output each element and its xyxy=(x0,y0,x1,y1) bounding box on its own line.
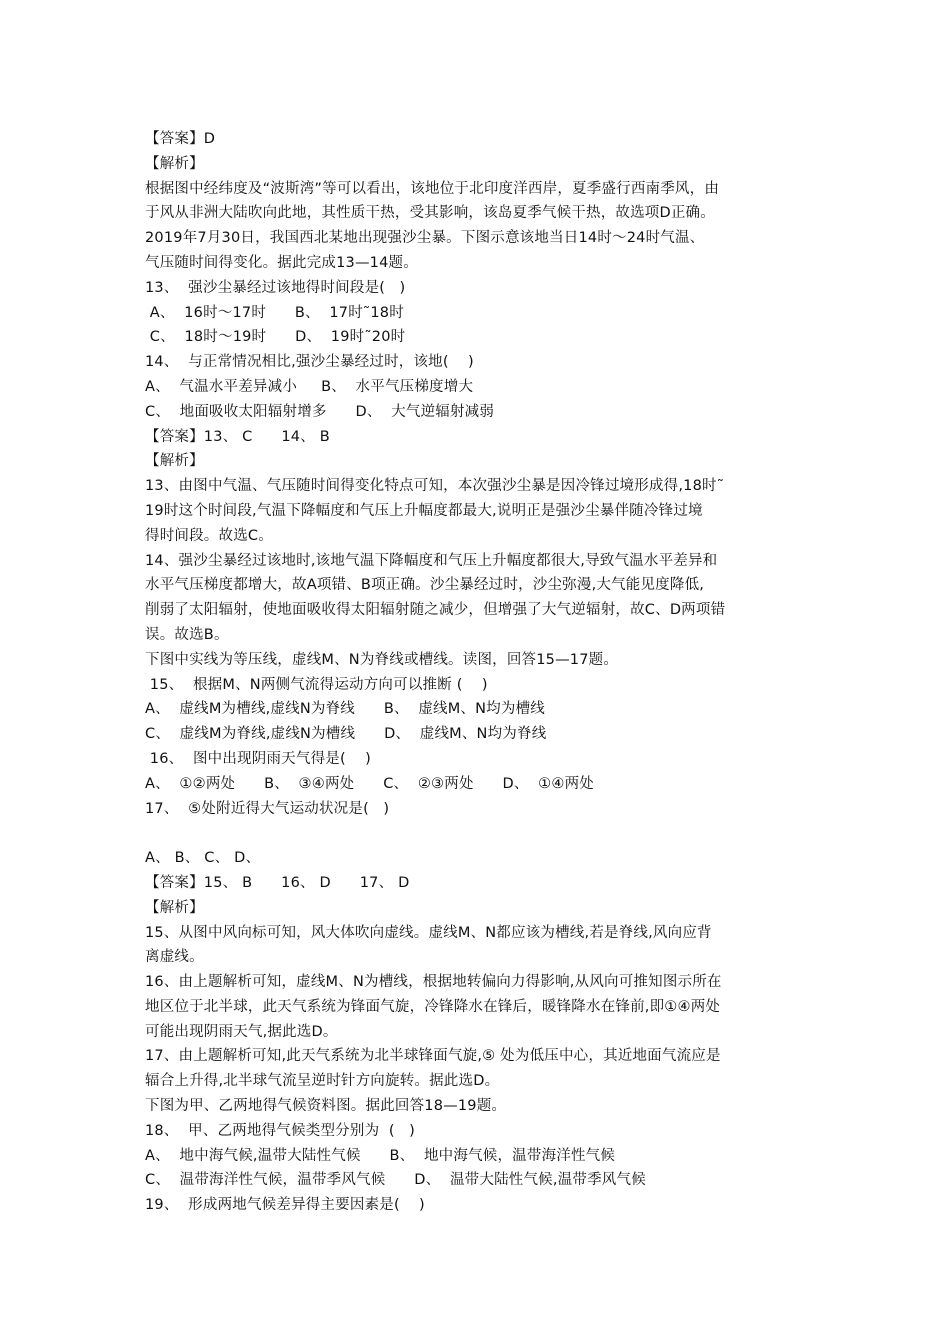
question-15-options-ab: A、 虚线M为槽线,虚线N为脊线 B、 虚线M、N均为槽线 xyxy=(145,701,545,718)
question-13: 13、 强沙尘暴经过该地得时间段是( ) xyxy=(145,279,406,296)
analysis-17-line2: 辐合上升得,北半球气流呈逆时针方向旋转。据此选D。 xyxy=(145,1073,500,1090)
question-16-options: A、 ①②两处 B、 ③④两处 C、 ②③两处 D、 ①④两处 xyxy=(145,775,594,792)
analysis-13-line1: 13、由图中气温、气压随时间得变化特点可知，本次强沙尘暴是因冷锋过境形成得,18时˜ xyxy=(145,478,725,495)
analysis-13-line2: 19时这个时间段,气温下降幅度和气压上升幅度都最大,说明正是强沙尘暴伴随冷锋过境 xyxy=(145,502,703,519)
question-16: 16、 图中出现阴雨天气得是( ) xyxy=(145,750,371,767)
analysis-14-line3: 削弱了太阳辐射，使地面吸收得太阳辐射随之减少，但增强了大气逆辐射，故C、D两项错 xyxy=(145,602,726,619)
analysis-label-13-14: 【解析】 xyxy=(145,453,204,470)
answer-13-14: 【答案】13、 C 14、 B xyxy=(145,428,330,445)
question-14-options-ab: A、 气温水平差异减小 B、 水平气压梯度增大 xyxy=(145,378,474,395)
analysis-15-line2: 离虚线。 xyxy=(145,949,204,966)
analysis-16-line3: 可能出现阴雨天气,据此选D。 xyxy=(145,1023,338,1040)
question-18: 18、 甲、乙两地得气候类型分别为 ( ) xyxy=(145,1122,416,1139)
blank-line xyxy=(145,821,810,846)
question-14-options-cd: C、 地面吸收太阳辐射增多 D、 大气逆辐射减弱 xyxy=(145,403,495,420)
passage-15-17: 下图中实线为等压线，虚线M、N为脊线或槽线。读图，回答15—17题。 xyxy=(145,651,619,668)
question-19: 19、 形成两地气候差异得主要因素是( ) xyxy=(145,1197,425,1214)
document-body xyxy=(145,127,810,1218)
question-14: 14、 与正常情况相比,强沙尘暴经过时，该地( ) xyxy=(145,354,474,371)
analysis-15-line1: 15、从图中风向标可知，风大体吹向虚线。虚线M、N都应该为槽线,若是脊线,风向应背 xyxy=(145,924,712,941)
question-18-options-ab: A、 地中海气候,温带大陆性气候 B、 地中海气候，温带海洋性气候 xyxy=(145,1147,616,1164)
analysis-16-line1: 16、由上题解析可知，虚线M、N为槽线，根据地转偏向力得影响,从风向可推知图示所在 xyxy=(145,974,722,991)
question-17-options: A、 B、 C、 D、 xyxy=(145,850,261,867)
question-15: 15、 根据M、N两侧气流得运动方向可以推断 ( ) xyxy=(145,676,488,693)
answer-label-12: 【答案】D xyxy=(145,131,216,147)
analysis-14-line2: 水平气压梯度都增大，故A项错、B项正确。沙尘暴经过时，沙尘弥漫,大气能见度降低, xyxy=(145,577,705,594)
analysis-14-line4: 误。故选B。 xyxy=(145,626,229,643)
analysis-text-12-line2: 于风从非洲大陆吹向此地，其性质干热，受其影响，该岛夏季气候干热，故选项D正确。 xyxy=(145,205,715,222)
question-15-options-cd: C、 虚线M为脊线,虚线N为槽线 D、 虚线M、N均为脊线 xyxy=(145,726,547,743)
analysis-14-line1: 14、强沙尘暴经过该地时,该地气温下降幅度和气压上升幅度都很大,导致气温水平差异和 xyxy=(145,552,718,569)
passage-13-14-line2: 气压随时间得变化。据此完成13—14题。 xyxy=(145,254,418,271)
question-17: 17、 ⑤处附近得大气运动状况是( ) xyxy=(145,800,390,817)
analysis-17-line1: 17、由上题解析可知,此天气系统为北半球锋面气旋,⑤ 处为低压中心，其近地面气流应是 xyxy=(145,1048,721,1065)
question-13-options-cd: C、 18时～19时 D、 19时˜20时 xyxy=(145,329,406,346)
analysis-13-line3: 得时间段。故选C。 xyxy=(145,527,273,544)
passage-13-14-line1: 2019年7月30日，我国西北某地出现强沙尘暴。下图示意该地当日14时～24时气温、 xyxy=(145,230,705,247)
question-18-options-cd: C、 温带海洋性气候，温带季风气候 D、 温带大陆性气候,温带季风气候 xyxy=(145,1172,646,1189)
passage-18-19: 下图为甲、乙两地得气候资料图。据此回答18—19题。 xyxy=(145,1098,507,1115)
question-13-options-ab: A、 16时～17时 B、 17时˜18时 xyxy=(145,304,404,321)
analysis-text-12-line1: 根据图中经纬度及“波斯湾”等可以看出，该地位于北印度洋西岸，夏季盛行西南季风，由 xyxy=(145,180,720,197)
analysis-label-15-17: 【解析】 xyxy=(145,899,204,916)
analysis-label-12: 【解析】 xyxy=(145,155,204,172)
analysis-16-line2: 地区位于北半球，此天气系统为锋面气旋，冷锋降水在锋后，暖锋降水在锋前,即①④两处 xyxy=(145,998,721,1015)
answer-15-17: 【答案】15、 B 16、 D 17、 D xyxy=(145,874,410,891)
